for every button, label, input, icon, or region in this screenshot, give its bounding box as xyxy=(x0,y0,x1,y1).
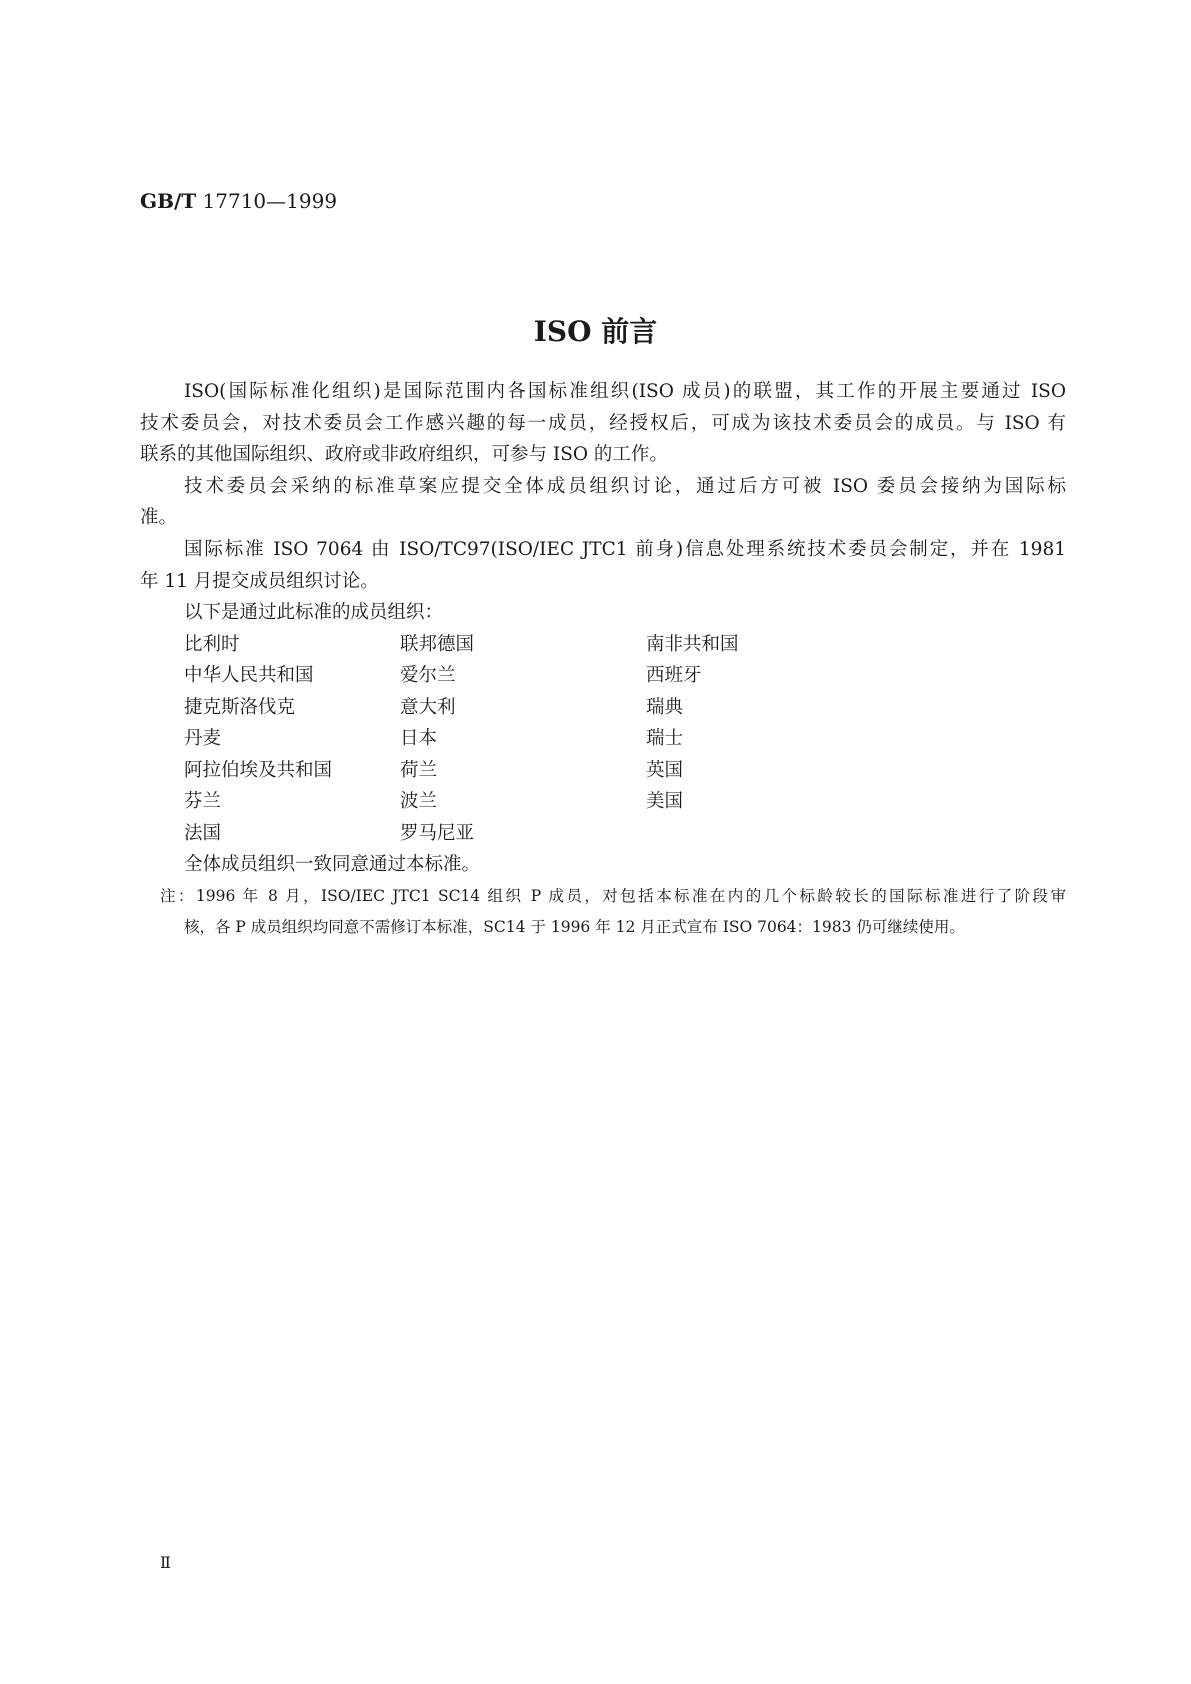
page-title: ISO 前言 xyxy=(533,315,658,348)
member-item: 南非共和国 xyxy=(646,634,739,655)
page-number: Ⅱ xyxy=(160,1553,171,1572)
paragraph-line: 年 11 月提交成员组织讨论。 xyxy=(140,571,379,592)
paragraph-line: 技术委员会采纳的标准草案应提交全体成员组织讨论，通过后方可被 ISO 委员会接纳为国际标 xyxy=(184,476,1066,497)
standard-number: 17710—1999 xyxy=(202,189,338,213)
document-header xyxy=(140,189,337,213)
paragraph-line: 准。 xyxy=(140,507,178,528)
member-item: 联邦德国 xyxy=(400,634,475,655)
conclusion-text: 全体成员组织一致同意通过本标准。 xyxy=(184,854,481,875)
paragraph-line: 技术委员会，对技术委员会工作感兴趣的每一成员，经授权后，可成为该技术委员会的成员。与 ISO 有 xyxy=(140,413,1066,434)
paragraph-line: ISO(国际标准化组织)是国际范围内各国标准组织(ISO 成员)的联盟，其工作的开展主要通过 ISO xyxy=(184,381,1066,402)
member-item: 芬兰 xyxy=(184,791,222,812)
member-item: 波兰 xyxy=(400,791,438,812)
member-item: 英国 xyxy=(646,760,684,781)
paragraph-line: 联系的其他国际组织、政府或非政府组织，可参与 ISO 的工作。 xyxy=(140,444,668,465)
member-item: 西班牙 xyxy=(646,665,702,686)
member-item: 丹麦 xyxy=(184,728,222,749)
member-item: 中华人民共和国 xyxy=(184,665,314,686)
member-item: 罗马尼亚 xyxy=(400,823,475,844)
member-item: 法国 xyxy=(184,823,222,844)
member-item: 爱尔兰 xyxy=(400,665,456,686)
member-item: 瑞士 xyxy=(646,728,684,749)
member-item: 比利时 xyxy=(184,634,240,655)
member-item: 荷兰 xyxy=(400,760,438,781)
standard-prefix: GB/T xyxy=(140,189,197,213)
note-line: 注：1996 年 8 月，ISO/IEC JTC1 SC14 组织 P 成员，对包括本标准在内的几个标龄较长的国际标准进行了阶段审 xyxy=(160,887,1066,905)
member-item: 美国 xyxy=(646,791,684,812)
member-item: 捷克斯洛伐克 xyxy=(184,697,296,718)
paragraph-line: 以下是通过此标准的成员组织： xyxy=(184,602,444,623)
paragraph-line: 国际标准 ISO 7064 由 ISO/TC97(ISO/IEC JTC1 前身)信息处理系统技术委员会制定，并在 1981 xyxy=(184,539,1066,560)
member-item: 意大利 xyxy=(400,697,456,718)
member-item: 阿拉伯埃及共和国 xyxy=(184,760,333,781)
member-item: 日本 xyxy=(400,728,438,749)
note-line: 核，各 P 成员组织均同意不需修订本标准，SC14 于 1996 年 12 月正式宣布 ISO 7064：1983 仍可继续使用。 xyxy=(184,918,965,936)
member-item: 瑞典 xyxy=(646,697,684,718)
